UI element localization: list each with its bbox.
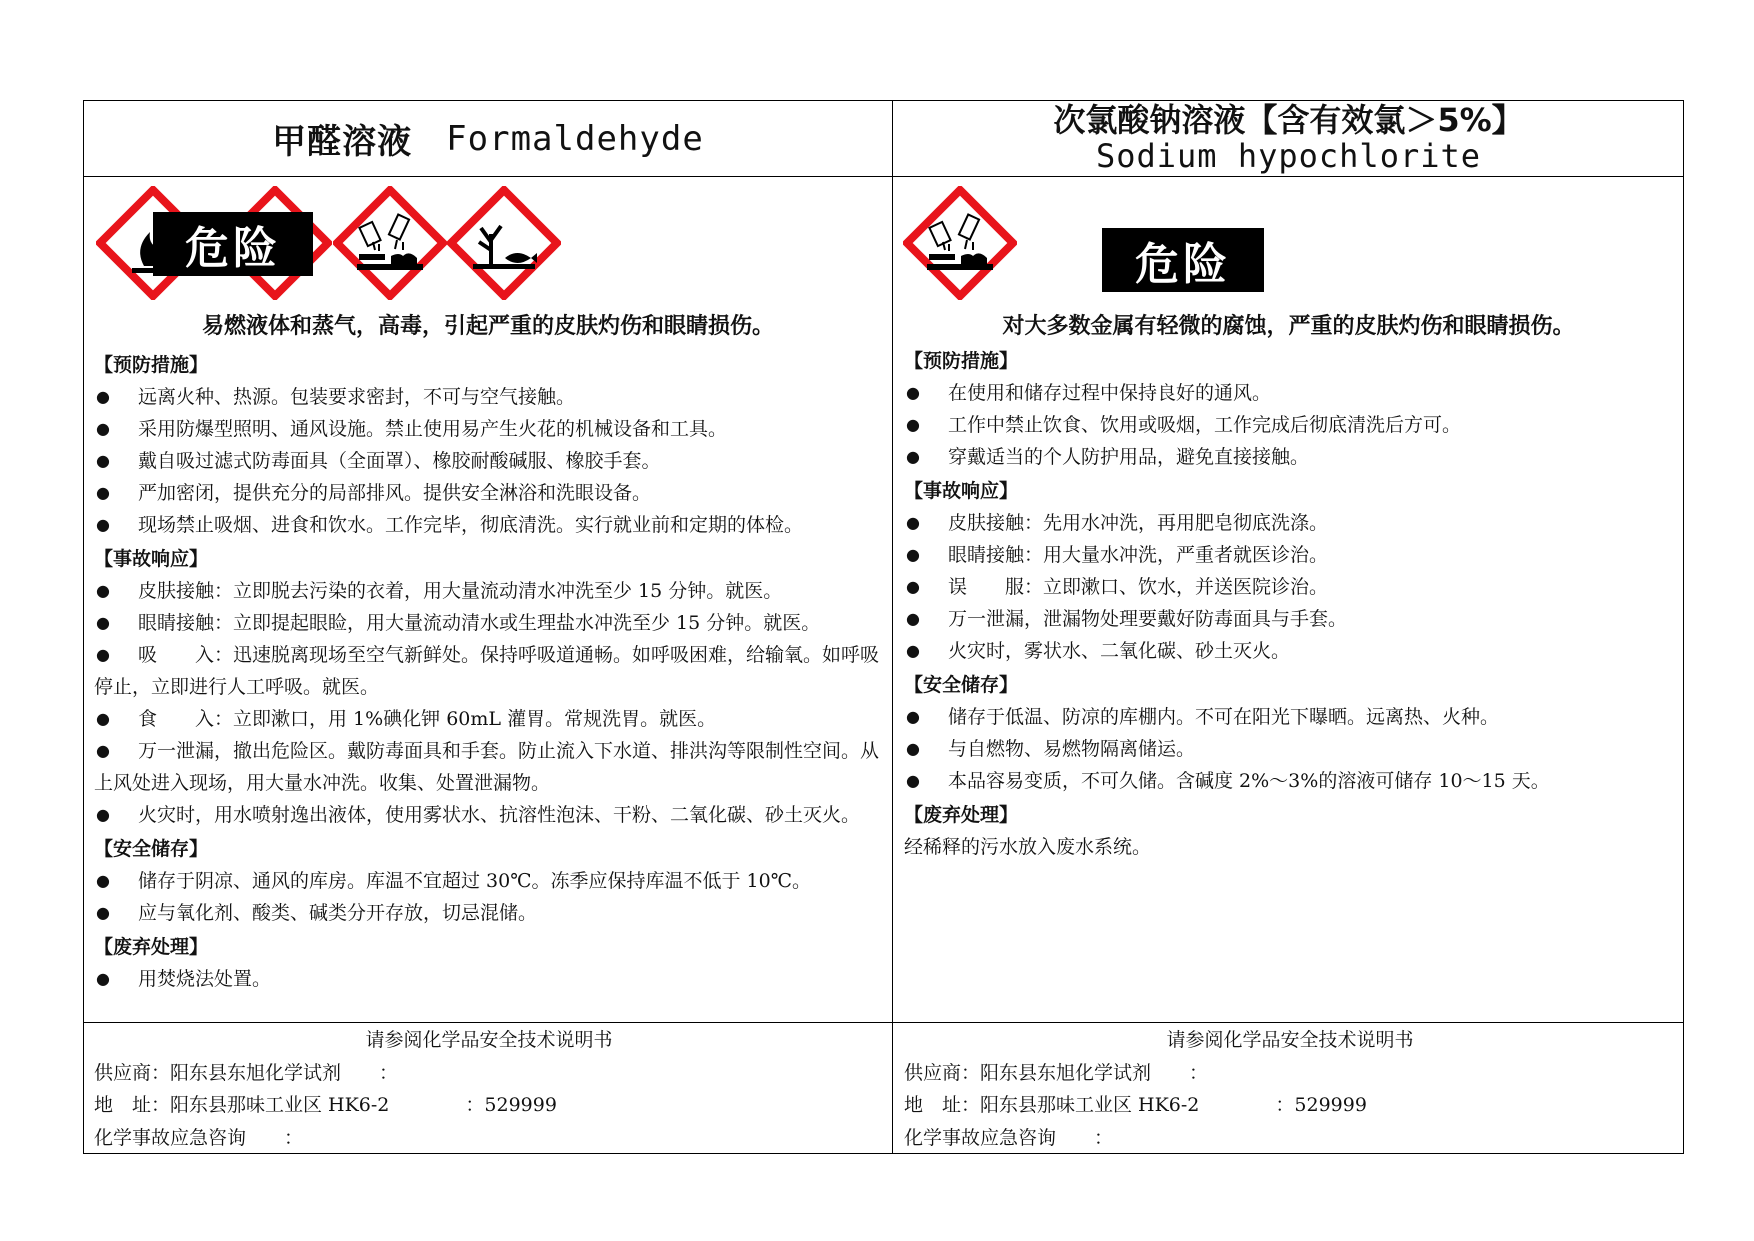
list-item: ● 严加密闭，提供充分的局部排风。提供安全淋浴和洗眼设备。 bbox=[96, 482, 652, 504]
list-item: ● 万一泄漏，撤出危险区。戴防毒面具和手套。防止流入下水道、排洪沟等限制性空间。从上风处进入现场，用大量水冲洗。收集、处置泄漏物。 bbox=[94, 740, 880, 794]
left-footer-address: 地 址：阳东县那味工业区 HK6-2 ：529999 bbox=[94, 1094, 557, 1116]
list-item: ● 眼睛接触：用大量水冲洗，严重者就医诊治。 bbox=[906, 544, 1329, 566]
list-item: ● 在使用和储存过程中保持良好的通风。 bbox=[906, 382, 1272, 404]
column-divider bbox=[892, 100, 893, 1154]
right-disposal-text: 经稀释的污水放入废水系统。 bbox=[904, 836, 1152, 858]
right-title-en: Sodium hypochlorite bbox=[1095, 137, 1482, 175]
list-item: ● 皮肤接触：先用水冲洗，再用肥皂彻底洗涤。 bbox=[906, 512, 1329, 534]
list-item: ● 储存于阴凉、通风的库房。库温不宜超过 30℃。冻季应保持库温不低于 10℃。 bbox=[96, 870, 811, 892]
left-footer bbox=[94, 1024, 884, 1154]
left-signal-word: 危险 bbox=[153, 212, 313, 276]
right-title-zh: 次氯酸钠溶液【含有效氯＞5%】 bbox=[1053, 101, 1524, 139]
list-item: ● 储存于低温、防凉的库棚内。不可在阳光下曝晒。远离热、火种。 bbox=[906, 706, 1500, 728]
left-hazard-statement: 易燃液体和蒸气，高毒，引起严重的皮肤灼伤和眼睛损伤。 bbox=[201, 314, 774, 339]
list-item: ● 远离火种、热源。包装要求密封，不可与空气接触。 bbox=[96, 386, 576, 408]
right-footer bbox=[904, 1024, 1676, 1154]
left-footer-refer: 请参阅化学品安全技术说明书 bbox=[365, 1029, 613, 1051]
list-item: ● 万一泄漏，泄漏物处理要戴好防毒面具与手套。 bbox=[906, 608, 1348, 630]
corrosion-icon bbox=[333, 186, 447, 300]
right-footer-supplier: 供应商：阳东县东旭化学试剂 ： bbox=[904, 1061, 1209, 1084]
right-disposal-heading: 【废弃处理】 bbox=[904, 804, 1019, 826]
list-item: ● 眼睛接触：立即提起眼睑，用大量流动清水或生理盐水冲洗至少 15 分钟。就医。 bbox=[96, 612, 821, 634]
left-title bbox=[84, 101, 892, 176]
list-item: ● 吸 入：迅速脱离现场至空气新鲜处。保持呼吸道通畅。如呼吸困难，给输氧。如呼吸停止，立即进行人工呼吸。就医。 bbox=[94, 644, 880, 698]
environment-icon bbox=[447, 186, 561, 300]
title-divider bbox=[83, 176, 1684, 177]
right-body bbox=[904, 343, 1680, 863]
list-item: ● 现场禁止吸烟、进食和饮水。工作完毕，彻底清洗。实行就业前和定期的体检。 bbox=[96, 514, 804, 536]
list-item: ● 火灾时，雾状水、二氧化碳、砂土灭火。 bbox=[906, 640, 1291, 662]
left-response-heading: 【事故响应】 bbox=[94, 548, 209, 570]
right-footer-address: 地 址：阳东县那味工业区 HK6-2 ：529999 bbox=[904, 1094, 1367, 1116]
left-title-zh: 甲醛溶液 bbox=[272, 122, 413, 162]
right-footer-consult: 化学事故应急咨询 ： bbox=[904, 1126, 1114, 1149]
list-item: ● 误 服：立即漱口、饮水，并送医院诊治。 bbox=[906, 576, 1329, 598]
list-item: ● 工作中禁止饮食、饮用或吸烟，工作完成后彻底清洗后方可。 bbox=[906, 414, 1462, 436]
list-item: ● 火灾时，用水喷射逸出液体，使用雾状水、抗溶性泡沫、干粉、二氧化碳、砂土灭火。 bbox=[96, 804, 861, 826]
list-item: ● 本品容易变质，不可久储。含碱度 2%～3%的溶液可储存 10～15 天。 bbox=[906, 770, 1550, 792]
list-item: ● 应与氧化剂、酸类、碱类分开存放，切忌混储。 bbox=[96, 902, 538, 924]
list-item: ● 穿戴适当的个人防护用品，避免直接接触。 bbox=[906, 446, 1310, 468]
left-footer-supplier: 供应商：阳东县东旭化学试剂 ： bbox=[94, 1061, 399, 1084]
right-response-heading: 【事故响应】 bbox=[904, 480, 1019, 502]
left-prevention-heading: 【预防措施】 bbox=[94, 354, 209, 376]
left-body bbox=[94, 347, 888, 995]
left-storage-heading: 【安全储存】 bbox=[94, 838, 209, 860]
right-title bbox=[894, 101, 1683, 176]
right-signal-word: 危险 bbox=[1102, 228, 1264, 292]
right-footer-refer: 请参阅化学品安全技术说明书 bbox=[1166, 1029, 1414, 1051]
right-hazard-statement: 对大多数金属有轻微的腐蚀，严重的皮肤灼伤和眼睛损伤。 bbox=[1002, 314, 1575, 339]
list-item: ● 用焚烧法处置。 bbox=[96, 968, 272, 990]
right-prevention-heading: 【预防措施】 bbox=[904, 350, 1019, 372]
right-corrosion-icon bbox=[903, 186, 1017, 300]
list-item: ● 戴自吸过滤式防毒面具（全面罩）、橡胶耐酸碱服、橡胶手套。 bbox=[96, 450, 661, 472]
left-disposal-heading: 【废弃处理】 bbox=[94, 936, 209, 958]
footer-divider bbox=[83, 1022, 1684, 1023]
list-item: ● 皮肤接触：立即脱去污染的衣着，用大量流动清水冲洗至少 15 分钟。就医。 bbox=[96, 580, 783, 602]
list-item: ● 采用防爆型照明、通风设施。禁止使用易产生火花的机械设备和工具。 bbox=[96, 418, 728, 440]
list-item: ● 与自燃物、易燃物隔离储运。 bbox=[906, 738, 1196, 760]
left-footer-consult: 化学事故应急咨询 ： bbox=[94, 1126, 304, 1149]
left-title-en: Formaldehyde bbox=[446, 118, 704, 159]
right-storage-heading: 【安全储存】 bbox=[904, 674, 1019, 696]
list-item: ● 食 入：立即漱口，用 1%碘化钾 60mL 灌胃。常规洗胃。就医。 bbox=[96, 708, 717, 730]
